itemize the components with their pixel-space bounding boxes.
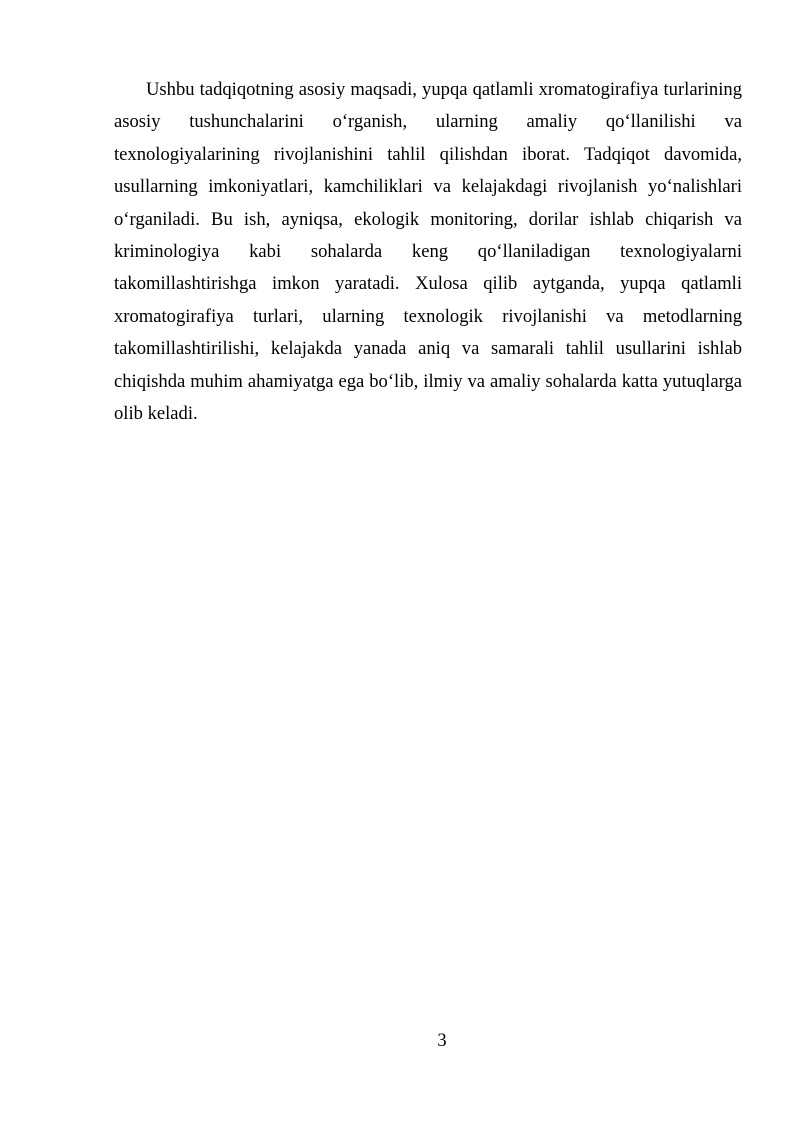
- body-paragraph: Ushbu tadqiqotning asosiy maqsadi, yupqa qatlamli xromatogirafiya turlarining asosiy tushunchalarini o‘rganish, ularning amaliy qo‘llanilishi va texnologiyalarining rivojlanishini tahlil qilishdan iborat. Tadqiqot davomida, usullarning imkoniyatlari, kamchiliklari va kelajakdagi rivojlanish yo‘nalishlari o‘rganiladi. Bu ish, ayniqsa, ekologik monitoring, dorilar ishlab chiqarish va kriminologiya kabi sohalarda keng qo‘llaniladigan texnologiyalarni takomillashtirishga imkon yaratadi. Xulosa qilib aytganda, yupqa qatlamli xromatogirafiya turlari, ularning texnologik rivojlanishi va metodlarning takomillashtirilishi, kelajakda yanada aniq va samarali tahlil usullarini ishlab chiqishda muhim ahamiyatga ega bo‘lib, ilmiy va amaliy sohalarda katta yutuqlarga olib keladi.: [114, 79, 742, 425]
- page-number: 3: [437, 1030, 447, 1051]
